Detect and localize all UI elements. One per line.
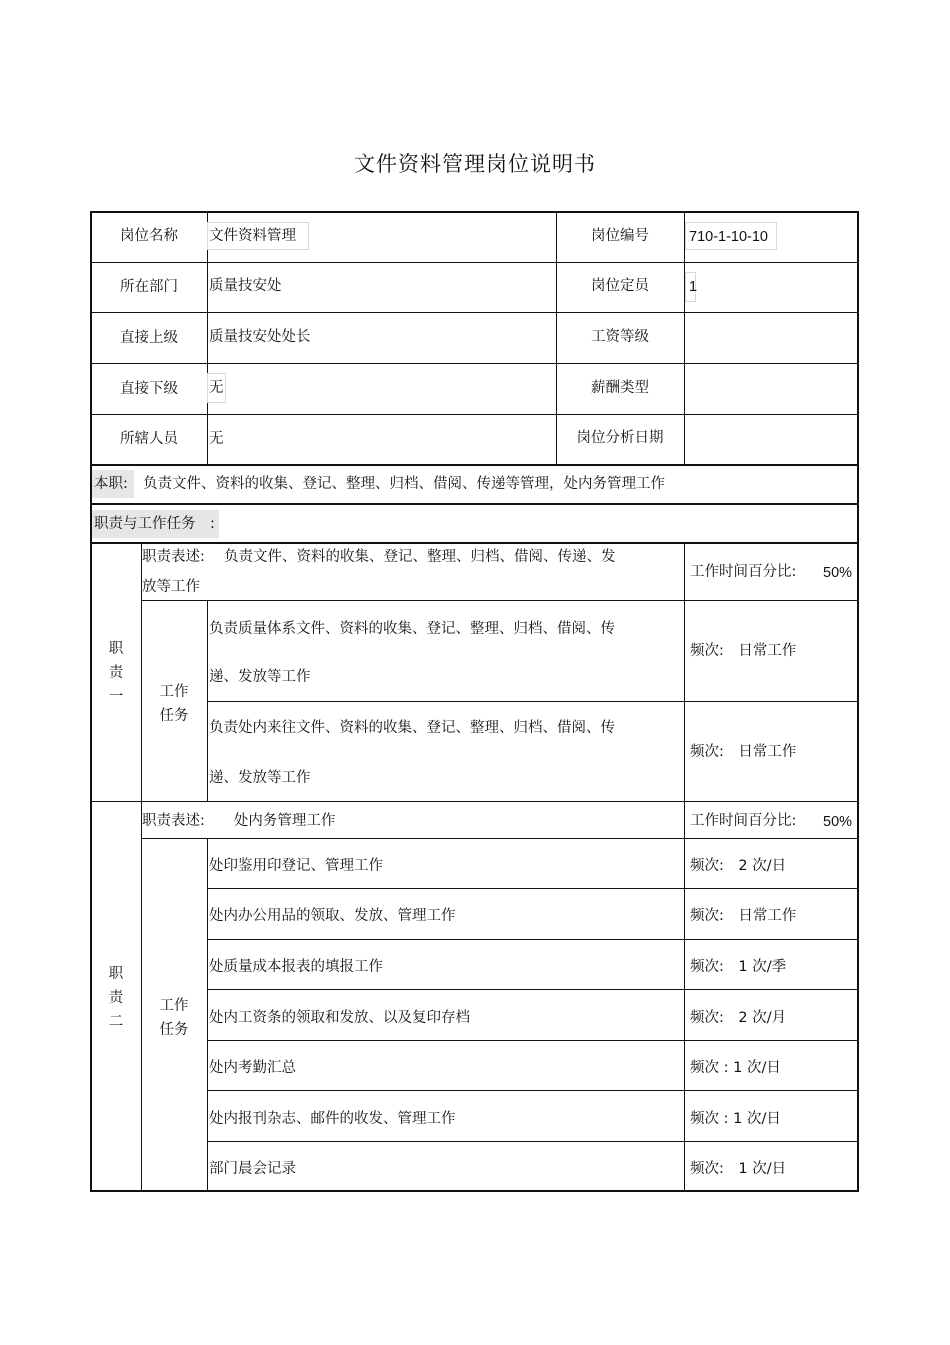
position-name-value: 文件资料管理 (209, 228, 296, 244)
duty1-task-2-line2: 递、发放等工作 (209, 770, 311, 786)
duty2-task-3: 处质量成本报表的填报工作 (209, 959, 383, 975)
duty1-time-label: 工作时间百分比: (690, 564, 797, 580)
duty2-task-2: 处内办公用品的领取、发放、管理工作 (209, 908, 456, 924)
staff-label: 所辖人员 (120, 431, 178, 447)
headcount-value: 1 (689, 279, 698, 295)
subordinate-label: 直接下级 (120, 381, 178, 397)
duty-text: 负责文件、资料的收集、登记、整理、归档、借阅、传递等管理，处内务管理工作 (143, 476, 665, 492)
duty1-task-2-freq: 频次: 日常工作 (690, 744, 797, 760)
duty2-task-4-freq: 频次: 2 次/月 (690, 1010, 787, 1026)
duty2-task-4: 处内工资条的领取和发放、以及复印存档 (209, 1010, 470, 1026)
staff-value: 无 (209, 431, 224, 447)
headcount-label: 岗位定员 (591, 278, 649, 294)
duty2-time-label: 工作时间百分比: (690, 813, 797, 829)
duty1-task-1-line1: 负责质量体系文件、资料的收集、登记、整理、归档、借阅、传 (209, 621, 615, 637)
position-no-value: 710-1-10-10 (689, 229, 768, 245)
duty-label: 本职: (94, 476, 128, 492)
department-label: 所在部门 (120, 279, 178, 295)
duty1-task-1-freq: 频次: 日常工作 (690, 643, 797, 659)
position-no-label: 岗位编号 (591, 228, 649, 244)
pay-type-label: 薪酬类型 (591, 380, 649, 396)
duty2-task-6-freq: 频次 : 1 次/日 (690, 1111, 781, 1127)
department-value: 质量技安处 (209, 278, 282, 294)
duty1-label: 职 责 一 (108, 641, 124, 705)
duty2-task-7: 部门晨会记录 (209, 1161, 296, 1177)
page-title: 文件资料管理岗位说明书 (354, 152, 596, 176)
duty2-task-5-freq: 频次 : 1 次/日 (690, 1060, 781, 1076)
duty2-task-5: 处内考勤汇总 (209, 1060, 296, 1076)
duty2-task-1: 处印鉴用印登记、管理工作 (209, 858, 383, 874)
superior-label: 直接上级 (120, 330, 178, 346)
duty1-task-2-line1: 负责处内来往文件、资料的收集、登记、整理、归档、借阅、传 (209, 720, 615, 736)
analysis-date-label: 岗位分析日期 (576, 430, 664, 446)
duty2-label: 职 责 二 (108, 966, 124, 1030)
subordinate-value: 无 (209, 380, 224, 396)
duty2-task-label: 工作 任务 (159, 998, 189, 1038)
duty2-desc: 职责表述: 处内务管理工作 (142, 813, 336, 829)
duty1-desc-line2: 放等工作 (142, 579, 200, 595)
duty2-task-1-freq: 频次: 2 次/日 (690, 858, 787, 874)
duty1-task-label: 工作 任务 (159, 684, 189, 724)
duty1-desc-line1: 职责表述: 负责文件、资料的收集、登记、整理、归档、借阅、传递、发 (142, 549, 616, 565)
duty1-time-value: 50% (823, 565, 853, 581)
superior-value: 质量技安处处长 (209, 329, 311, 345)
duty2-task-3-freq: 频次: 1 次/季 (690, 959, 787, 975)
duty2-task-7-freq: 频次: 1 次/日 (690, 1161, 787, 1177)
duty1-task-1-line2: 递、发放等工作 (209, 669, 311, 685)
tasks-header: 职责与工作任务 : (94, 516, 215, 532)
duty2-task-2-freq: 频次: 日常工作 (690, 908, 797, 924)
duty2-task-6: 处内报刊杂志、邮件的收发、管理工作 (209, 1111, 456, 1127)
position-name-label: 岗位名称 (120, 228, 178, 244)
duty2-time-value: 50% (823, 814, 853, 830)
salary-grade-label: 工资等级 (591, 329, 649, 345)
